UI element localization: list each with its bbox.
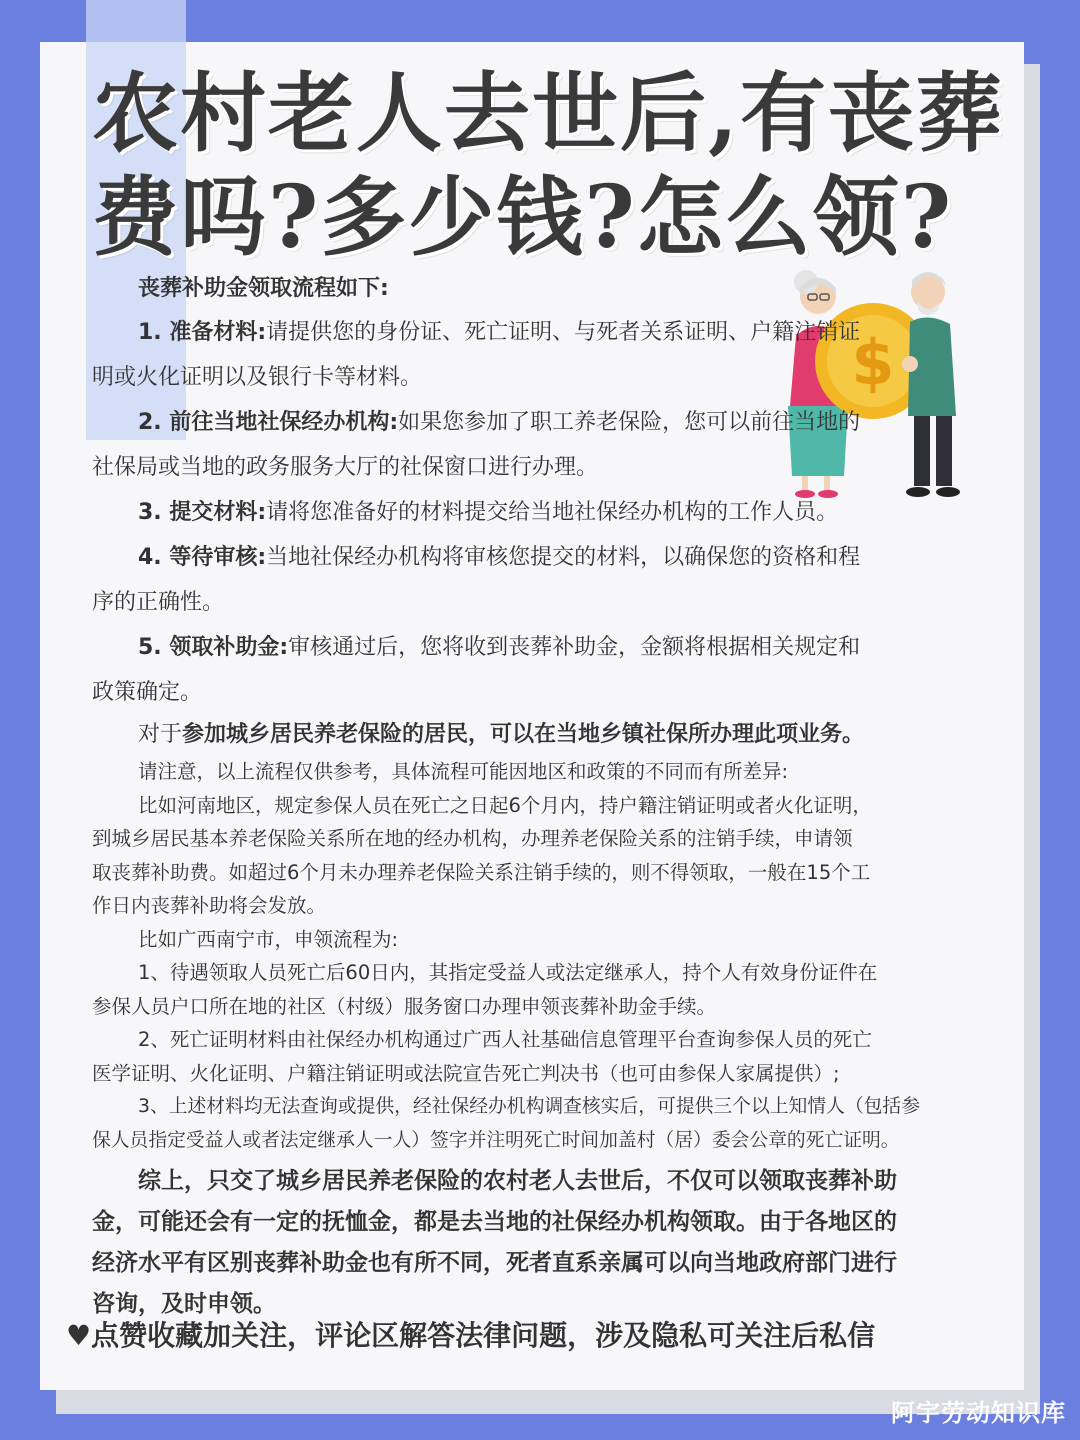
nanning-item-1a: 1、待遇领取人员死亡后60日内，其指定受益人或法定继承人，持个人有效身份证件在: [138, 961, 878, 984]
footer-cta: ♥点赞收藏加关注，评论区解答法律问题，涉及隐私可关注后私信: [66, 1319, 876, 1352]
step-5: [92, 625, 972, 715]
nanning-item-2b: 医学证明、火化证明、户籍注销证明或法院宣告死亡判决书（也可由参保人家属提供）;: [92, 1061, 840, 1085]
page-title: [92, 62, 1022, 270]
summary: [92, 1161, 972, 1325]
title-line-1: 农村老人去世后,有丧葬: [92, 63, 1004, 164]
brand-watermark: 阿宇劳动知识库: [891, 1399, 1066, 1427]
residents-note: [92, 715, 972, 755]
svg-text:$: $: [851, 326, 895, 399]
residents-bold: 参加城乡居民养老保险的居民，可以在当地乡镇社保所办理此项业务。: [182, 722, 865, 747]
title-line-2: 费吗?多少钱?怎么领?: [92, 167, 954, 268]
summary-line-1: 综上，只交了城乡居民养老保险的农村老人去世后，不仅可以领取丧葬补助: [138, 1168, 897, 1194]
residents-prefix: 对于: [138, 722, 183, 747]
nanning-item-3a: 3、上述材料均无法查询或提供，经社保经办机构调查核实后，可提供三个以上知情人（包括参: [138, 1096, 920, 1117]
nanning-line: 比如广西南宁市，申领流程为:: [138, 927, 399, 951]
step-4-label: 4. 等待审核:: [138, 545, 267, 570]
step-1-text-1: 请提供您的身份证、死亡证明、与死者关系证明、户籍注销证: [266, 320, 861, 345]
step-4: [92, 535, 972, 625]
step-3: [92, 490, 972, 535]
process-intro: 丧葬补助金领取流程如下:: [138, 276, 389, 301]
step-5-label: 5. 领取补助金:: [138, 635, 289, 660]
summary-line-2: 金，可能还会有一定的抚恤金，都是去当地的社保经办机构领取。由于各地区的: [92, 1209, 897, 1235]
henan-line-3: 取丧葬补助费。如超过6个月未办理养老保险关系注销手续的，则不得领取，一般在15个工: [92, 860, 871, 884]
nanning-item-1b: 参保人员户口所在地的社区（村级）服务窗口办理申领丧葬补助金手续。: [92, 994, 717, 1018]
article-body: [92, 268, 972, 1325]
nanning-item-3b: 保人员指定受益人或者法定继承人一人）签字并注明死亡时间加盖村（居）委会公章的死亡证明。: [92, 1129, 900, 1151]
step-3-label: 3. 提交材料:: [138, 500, 267, 525]
henan-line-2: 到城乡居民基本养老保险关系所在地的经办机构，办理养老保险关系的注销手续，申请领: [92, 827, 853, 850]
notes-line-1: 请注意，以上流程仅供参考，具体流程可能因地区和政策的不同而有所差异:: [138, 760, 789, 783]
step-1-text-2: 明或火化证明以及银行卡等材料。: [92, 365, 423, 390]
step-4-text-2: 序的正确性。: [92, 590, 225, 615]
step-2-text-2: 社保局或当地的政务服务大厅的社保窗口进行办理。: [92, 455, 599, 480]
step-1: [92, 310, 972, 400]
step-1-label: 1. 准备材料:: [138, 320, 267, 345]
henan-line-1: 比如河南地区，规定参保人员在死亡之日起6个月内，持户籍注销证明或者火化证明，: [138, 793, 872, 817]
step-2-text-1: 如果您参加了职工养老保险，您可以前往当地的: [398, 410, 861, 435]
step-4-text-1: 当地社保经办机构将审核您提交的材料，以确保您的资格和程: [266, 545, 861, 570]
summary-line-4: 咨询，及时申领。: [92, 1291, 276, 1317]
step-2-label: 2. 前往当地社保经办机构:: [138, 410, 399, 435]
regional-notes: [92, 755, 972, 1157]
step-3-text-1: 请将您准备好的材料提交给当地社保经办机构的工作人员。: [266, 500, 839, 525]
step-5-text-2: 政策确定。: [92, 680, 203, 705]
henan-line-4: 作日内丧葬补助将会发放。: [92, 894, 327, 917]
step-5-text-1: 审核通过后，您将收到丧葬补助金，金额将根据相关规定和: [288, 635, 861, 660]
summary-line-3: 经济水平有区别丧葬补助金也有所不同，死者直系亲属可以向当地政府部门进行: [92, 1250, 897, 1276]
step-2: [92, 400, 972, 490]
nanning-item-2a: 2、死亡证明材料由社保经办机构通过广西人社基础信息管理平台查询参保人员的死亡: [138, 1028, 872, 1051]
